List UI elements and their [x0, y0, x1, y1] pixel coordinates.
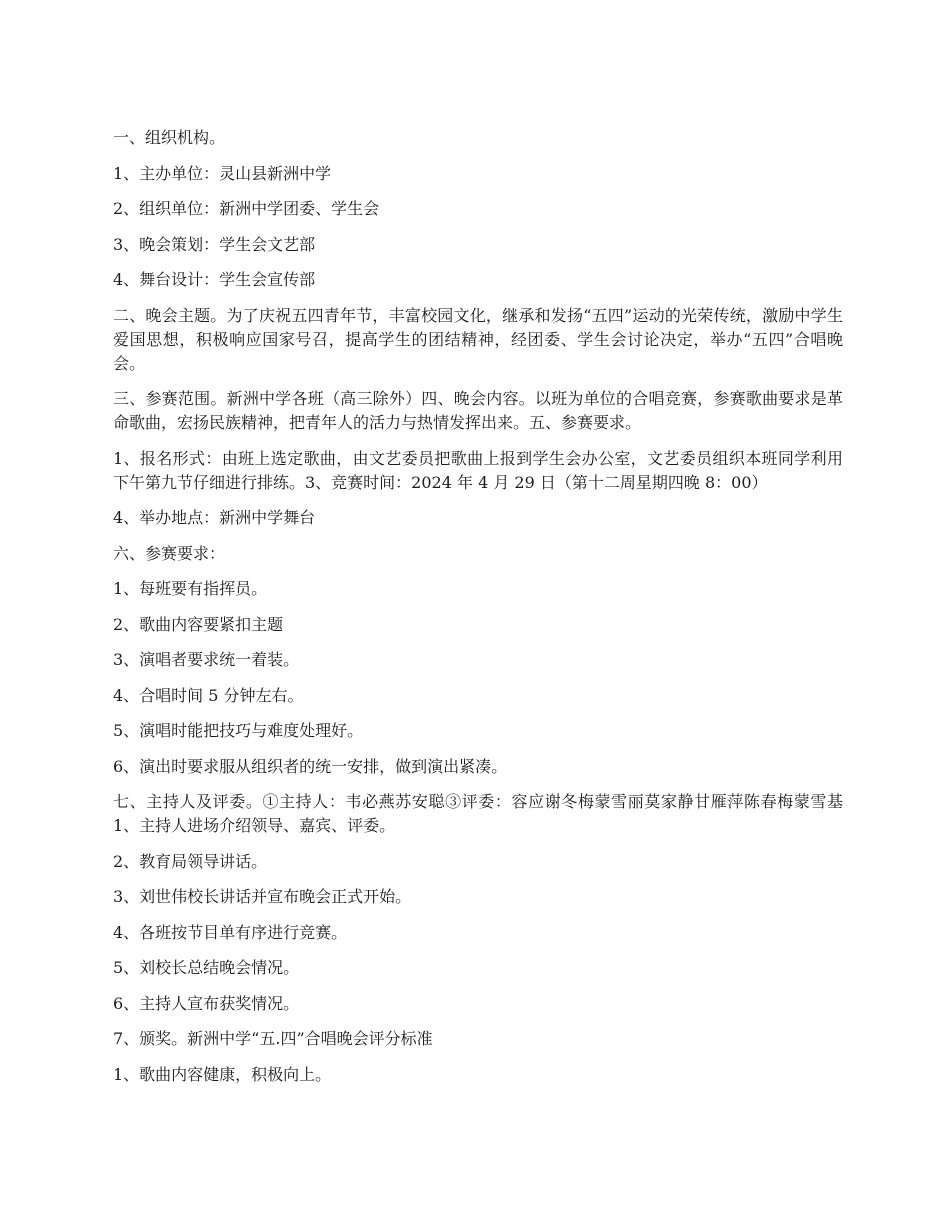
paragraph-venue: 4、举办地点：新洲中学舞台: [113, 508, 316, 527]
paragraph-registration: 1、报名形式：由班上选定歌曲，由文艺委员把歌曲上报到学生会办公室，文艺委员组织本班同学利用下午第九节仔细进行排练。3、竞赛时间：2024 年 4 月 29 日（第十二周星期四晚 8：00）: [113, 448, 843, 492]
list-item: 4、各班按节目单有序进行竞赛。: [113, 922, 348, 942]
paragraph-organizer-unit: 2、组织单位：新洲中学团委、学生会: [113, 199, 380, 218]
paragraph-scope: 三、参赛范围。新洲中学各班（高三除外）四、晚会内容。以班为单位的合唱竞赛，参赛歌曲要求是革命歌曲，宏扬民族精神，把青年人的活力与热情发挥出来。五、参赛要求。: [113, 389, 843, 432]
list-item: 1、每班要有指挥员。: [113, 579, 268, 598]
list-item: 3、刘世伟校长讲话并宣布晚会正式开始。: [113, 887, 412, 906]
list-item: 6、主持人宣布获奖情况。: [113, 993, 300, 1013]
list-item: 5、刘校长总结晚会情况。: [113, 958, 300, 977]
section-heading-requirements: 六、参赛要求：: [113, 543, 226, 563]
list-item: 2、教育局领导讲话。: [113, 851, 268, 871]
list-item: 4、合唱时间 5 分钟左右。: [113, 685, 304, 705]
paragraph-stage-design: 4、舞台设计：学生会宣传部: [113, 270, 316, 289]
section-heading-organization: 一、组织机构。: [113, 128, 226, 147]
paragraph-host-unit: 1、主办单位：灵山县新洲中学: [113, 163, 332, 183]
paragraph-hosts-judges: 七、主持人及评委。①主持人：韦必燕苏安聪③评委：容应谢冬梅蒙雪丽莫家静甘雁萍陈春梅蒙雪基 1、主持人进场介绍领导、嘉宾、评委。: [113, 792, 843, 835]
paragraph-planning: 3、晚会策划：学生会文艺部: [113, 234, 316, 254]
list-item: 1、歌曲内容健康，积极向上。: [113, 1064, 332, 1084]
list-item: 2、歌曲内容要紧扣主题: [113, 614, 284, 634]
paragraph-theme: 二、晚会主题。为了庆祝五四青年节，丰富校园文化，继承和发扬“五四”运动的光荣传统，激励中学生爱国思想，积极响应国家号召，提高学生的团结精神，经团委、学生会讨论决定，举办“五四”合唱晚会。: [113, 305, 843, 373]
document-body: [113, 126, 843, 1098]
list-item: 3、演唱者要求统一着装。: [113, 650, 300, 669]
paragraph-awards: 7、颁奖。新洲中学“五.四”合唱晚会评分标准: [113, 1029, 433, 1048]
list-item: 5、演唱时能把技巧与难度处理好。: [113, 721, 364, 740]
list-item: 6、演出时要求服从组织者的统一安排，做到演出紧凑。: [113, 756, 508, 776]
